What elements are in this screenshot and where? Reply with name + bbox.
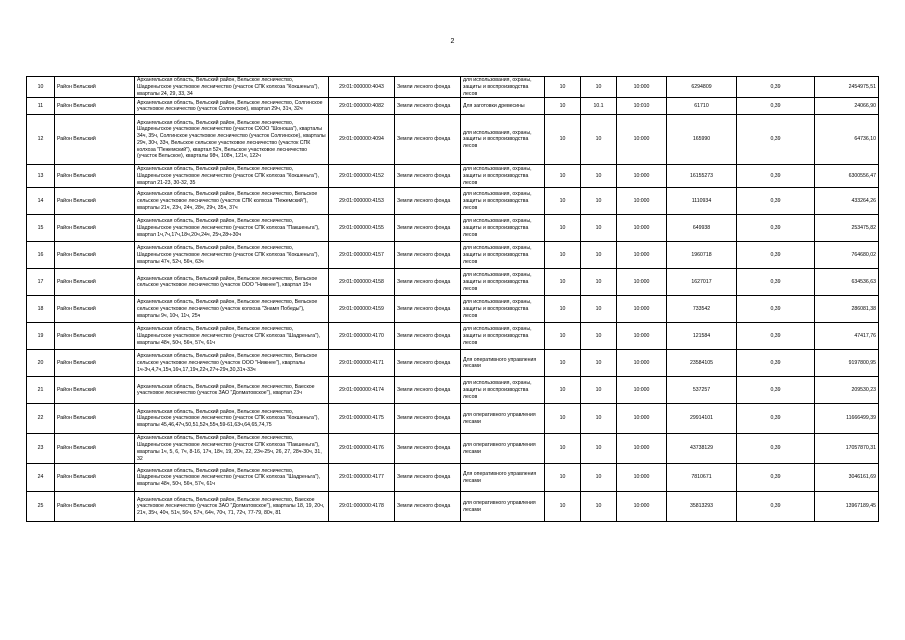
cadastral-value-cell: 11666499,39 — [815, 404, 879, 434]
cadastral-value-cell: 634536,63 — [815, 269, 879, 296]
code-cell: 10 — [545, 296, 581, 323]
cadastral-value-cell: 9197800,95 — [815, 350, 879, 377]
row-number: 10 — [27, 77, 55, 98]
table-row — [27, 464, 879, 492]
land-category-cell: Земли лесного фонда — [395, 269, 461, 296]
table-row — [27, 242, 879, 269]
code-cell: 10 — [545, 115, 581, 165]
cadastral-number-cell: 29:01:000000:4152 — [329, 165, 395, 188]
cadastral-value-cell: 47417,76 — [815, 323, 879, 350]
land-category-cell: Земли лесного фонда — [395, 323, 461, 350]
cadastral-number-cell: 29:01:000000:4157 — [329, 242, 395, 269]
cadastral-value-cell: 64736,10 — [815, 115, 879, 165]
code-cell: 10 — [545, 464, 581, 492]
code-cell: 10 — [545, 323, 581, 350]
land-category-cell: Земли лесного фонда — [395, 296, 461, 323]
code-cell: 10:000 — [617, 350, 667, 377]
code-cell: 10 — [581, 296, 617, 323]
code-cell: 10 — [581, 115, 617, 165]
permitted-use-cell: для использования, охраны, защиты и воспроизводства лесов — [461, 242, 545, 269]
cadastral-number-cell: 29:01:000000:4171 — [329, 350, 395, 377]
code-cell: 10 — [545, 269, 581, 296]
district-cell: Район Вельский — [55, 269, 135, 296]
row-number: 16 — [27, 242, 55, 269]
land-category-cell: Земли лесного фонда — [395, 350, 461, 377]
permitted-use-cell: для использования, охраны, защиты и воспроизводства лесов — [461, 323, 545, 350]
rate-cell: 0,39 — [737, 165, 815, 188]
permitted-use-cell: для использования, охраны, защиты и воспроизводства лесов — [461, 188, 545, 215]
district-cell: Район Вельский — [55, 296, 135, 323]
code-cell: 10 — [545, 188, 581, 215]
rate-cell: 0,39 — [737, 464, 815, 492]
permitted-use-cell: для использования, охраны, защиты и воспроизводства лесов — [461, 215, 545, 242]
area-cell: 35813293 — [667, 492, 737, 522]
code-cell: 10 — [581, 242, 617, 269]
land-category-cell: Земли лесного фонда — [395, 165, 461, 188]
code-cell: 10:000 — [617, 188, 667, 215]
cadastral-value-cell: 13967189,45 — [815, 492, 879, 522]
row-number: 24 — [27, 464, 55, 492]
district-cell: Район Вельский — [55, 404, 135, 434]
location-cell: Архангельская область, Вельский район, Вельское лесничество, Вельское сельское участковое лесничество (участок ООО "Нижнее"), кварталы 1ч-3ч,4,7ч,15ч,16ч,17,19ч,22ч,27ч-29ч,30,31ч-33ч — [135, 350, 329, 377]
code-cell: 10 — [581, 269, 617, 296]
code-cell: 10 — [581, 350, 617, 377]
cadastral-number-cell: 29:01:000000:4153 — [329, 188, 395, 215]
row-number: 11 — [27, 98, 55, 115]
code-cell: 10 — [581, 404, 617, 434]
permitted-use-cell: для использования, охраны, защиты и воспроизводства лесов — [461, 269, 545, 296]
table-row — [27, 188, 879, 215]
location-cell: Архангельская область, Вельский район, Вельское лесничество, Шадреньгское участковое лесничество (участок СПК колхоза "Пакшеньга"), квартал 1ч,7ч,17ч,18ч,20ч,24ч, 25ч,28ч-30ч — [135, 215, 329, 242]
cadastral-value-cell: 433264,26 — [815, 188, 879, 215]
area-cell: 61710 — [667, 98, 737, 115]
rate-cell: 0,39 — [737, 296, 815, 323]
table-row — [27, 269, 879, 296]
cadastral-number-cell: 29:01:000000:4177 — [329, 464, 395, 492]
district-cell: Район Вельский — [55, 188, 135, 215]
cadastral-number-cell: 29:01:000000:4174 — [329, 377, 395, 404]
row-number: 25 — [27, 492, 55, 522]
code-cell: 10:000 — [617, 77, 667, 98]
district-cell: Район Вельский — [55, 98, 135, 115]
row-number: 20 — [27, 350, 55, 377]
cadastral-number-cell: 29:01:000000:4082 — [329, 98, 395, 115]
district-cell: Район Вельский — [55, 350, 135, 377]
code-cell: 10 — [545, 242, 581, 269]
land-category-cell: Земли лесного фонда — [395, 434, 461, 464]
area-cell: 1627017 — [667, 269, 737, 296]
code-cell: 10:000 — [617, 242, 667, 269]
land-category-cell: Земли лесного фонда — [395, 464, 461, 492]
rate-cell: 0,39 — [737, 188, 815, 215]
code-cell: 10:000 — [617, 377, 667, 404]
cadastral-number-cell: 29:01:000000:4155 — [329, 215, 395, 242]
code-cell: 10:010 — [617, 98, 667, 115]
area-cell: 733542 — [667, 296, 737, 323]
cadastral-value-cell: 24066,90 — [815, 98, 879, 115]
rate-cell: 0,39 — [737, 269, 815, 296]
table-row — [27, 215, 879, 242]
code-cell: 10 — [545, 98, 581, 115]
location-cell: Архангельская область, Вельский район, Вельское лесничество, Солгинское участковое лесничество (участок Солгинское), квартал 29ч, 31ч, 32ч — [135, 98, 329, 115]
table-row — [27, 350, 879, 377]
area-cell: 16155273 — [667, 165, 737, 188]
cadastral-number-cell: 29:01:000000:4094 — [329, 115, 395, 165]
code-cell: 10 — [581, 215, 617, 242]
district-cell: Район Вельский — [55, 323, 135, 350]
area-cell: 29914101 — [667, 404, 737, 434]
area-cell: 165990 — [667, 115, 737, 165]
code-cell: 10:000 — [617, 269, 667, 296]
land-category-cell: Земли лесного фонда — [395, 404, 461, 434]
permitted-use-cell: Для оперативного управления лесами — [461, 464, 545, 492]
page-number: 2 — [450, 38, 455, 45]
cadastral-number-cell: 29:01:000000:4178 — [329, 492, 395, 522]
area-cell: 6294809 — [667, 77, 737, 98]
row-number: 15 — [27, 215, 55, 242]
permitted-use-cell: для использования, охраны, защиты и воспроизводства лесов — [461, 377, 545, 404]
area-cell: 649938 — [667, 215, 737, 242]
area-cell: 1110934 — [667, 188, 737, 215]
code-cell: 10 — [581, 323, 617, 350]
rate-cell: 0,39 — [737, 434, 815, 464]
table-row — [27, 77, 879, 98]
code-cell: 10 — [545, 165, 581, 188]
cadastral-value-cell: 764680,02 — [815, 242, 879, 269]
location-cell: Архангельская область, Вельский район, Вельское лесничество, Шадреньгское участковое лесничество (участок СХОО "Шоноша"), кварталы 34ч, 35ч, Солгинское участковое лесничество (участок Солгинское), кварталы 29ч, 30ч, 33ч, Вельское сельское участковое лесничество (участок СПК колхоза "Пежемский"), квартал 52ч, Вельское участковое лесничество (участок Вельское), кварталы 98ч, 108ч, 121ч, 122ч — [135, 115, 329, 165]
permitted-use-cell: для использования, охраны, защиты и воспроизводства лесов — [461, 77, 545, 98]
location-cell: Архангельская область, Вельский район, Вельское лесничество, Шадреньгское участковое лесничество (участок СПК колхоза "Шадреньга"), кварталы 48ч, 50ч, 56ч, 57ч, 61ч — [135, 464, 329, 492]
table-row — [27, 492, 879, 522]
rate-cell: 0,39 — [737, 350, 815, 377]
location-cell: Архангельская область, Вельский район, Вельское лесничество, Шадреньгское участковое лесничество (участок СПК колхоза "Пакшеньга"), кварталы 1ч, 5, 6, 7ч, 8-16, 17ч, 18ч, 19, 20ч, 22, 23ч-25ч, 26, 27, 28ч-30ч, 31, 32 — [135, 434, 329, 464]
code-cell: 10:000 — [617, 404, 667, 434]
row-number: 23 — [27, 434, 55, 464]
cadastral-value-cell: 253475,82 — [815, 215, 879, 242]
code-cell: 10 — [545, 404, 581, 434]
district-cell: Район Вельский — [55, 77, 135, 98]
rate-cell: 0,39 — [737, 404, 815, 434]
row-number: 12 — [27, 115, 55, 165]
area-cell: 537257 — [667, 377, 737, 404]
table-row — [27, 115, 879, 165]
rate-cell: 0,39 — [737, 115, 815, 165]
cadastral-number-cell: 29:01:000000:4043 — [329, 77, 395, 98]
code-cell: 10:000 — [617, 492, 667, 522]
location-cell: Архангельская область, Вельский район, Вельское лесничество, Вельское сельское участковое лесничество (участок ООО "Нижнее"), квартал 15ч — [135, 269, 329, 296]
code-cell: 10 — [545, 77, 581, 98]
permitted-use-cell: Для заготовки древесины — [461, 98, 545, 115]
row-number: 19 — [27, 323, 55, 350]
code-cell: 10 — [545, 492, 581, 522]
district-cell: Район Вельский — [55, 377, 135, 404]
location-cell: Архангельская область, Вельский район, Вельское лесничество, Ваеское участковое лесничество (участок ЗАО "Долматовское"), квартал 23ч — [135, 377, 329, 404]
rate-cell: 0,39 — [737, 377, 815, 404]
land-category-cell: Земли лесного фонда — [395, 115, 461, 165]
cadastral-value-cell: 286081,38 — [815, 296, 879, 323]
cadastral-value-cell: 3046161,69 — [815, 464, 879, 492]
table-row — [27, 434, 879, 464]
land-category-cell: Земли лесного фонда — [395, 98, 461, 115]
code-cell: 10:000 — [617, 165, 667, 188]
code-cell: 10 — [581, 434, 617, 464]
district-cell: Район Вельский — [55, 115, 135, 165]
cadastral-value-cell: 17057870,31 — [815, 434, 879, 464]
cadastral-number-cell: 29:01:000000:4158 — [329, 269, 395, 296]
table-row — [27, 404, 879, 434]
district-cell: Район Вельский — [55, 242, 135, 269]
code-cell: 10 — [581, 188, 617, 215]
permitted-use-cell: для оперативного управления лесами — [461, 404, 545, 434]
land-registry-table — [26, 76, 879, 522]
area-cell: 43738129 — [667, 434, 737, 464]
rate-cell: 0,39 — [737, 242, 815, 269]
row-number: 22 — [27, 404, 55, 434]
location-cell: Архангельская область, Вельский район, Вельское лесничество, Шадреньгское участковое лесничество (участок СПК колхоза "Кокшеньга"), кварталы 24, 29, 33, 34 — [135, 77, 329, 98]
land-category-cell: Земли лесного фонда — [395, 377, 461, 404]
rate-cell: 0,39 — [737, 492, 815, 522]
code-cell: 10:000 — [617, 434, 667, 464]
location-cell: Архангельская область, Вельский район, Вельское лесничество, Шадреньгское участковое лесничество (участок СПК колхоза "Шадреньга"), кварталы 48ч, 50ч, 56ч, 57ч, 61ч — [135, 323, 329, 350]
table-row — [27, 323, 879, 350]
code-cell: 10.1 — [581, 98, 617, 115]
area-cell: 121584 — [667, 323, 737, 350]
row-number: 14 — [27, 188, 55, 215]
code-cell: 10:000 — [617, 115, 667, 165]
cadastral-value-cell: 2454975,51 — [815, 77, 879, 98]
location-cell: Архангельская область, Вельский район, Вельское лесничество, Вельское сельское участковое лесничество (участок СПК колхоза "Пежемский"), кварталы 21ч, 23ч, 24ч, 28ч, 29ч, 35ч, 37ч — [135, 188, 329, 215]
permitted-use-cell: для оперативного управления лесами — [461, 434, 545, 464]
area-cell: 23584105 — [667, 350, 737, 377]
rate-cell: 0,39 — [737, 77, 815, 98]
rate-cell: 0,39 — [737, 323, 815, 350]
permitted-use-cell: для использования, охраны, защиты и воспроизводства лесов — [461, 296, 545, 323]
code-cell: 10 — [581, 77, 617, 98]
land-category-cell: Земли лесного фонда — [395, 492, 461, 522]
cadastral-number-cell: 29:01:000000:4159 — [329, 296, 395, 323]
permitted-use-cell: для использования, охраны, защиты и воспроизводства лесов — [461, 115, 545, 165]
code-cell: 10 — [581, 165, 617, 188]
code-cell: 10 — [545, 434, 581, 464]
row-number: 21 — [27, 377, 55, 404]
row-number: 18 — [27, 296, 55, 323]
location-cell: Архангельская область, Вельский район, Вельское лесничество, Шадреньгское участковое лесничество (участок СПК колхоза "Кокшеньга"), квартал 21-23, 30-32, 35 — [135, 165, 329, 188]
permitted-use-cell: Для оперативного управления лесами — [461, 350, 545, 377]
table-row — [27, 98, 879, 115]
area-cell: 1960718 — [667, 242, 737, 269]
cadastral-number-cell: 29:01:000000:4175 — [329, 404, 395, 434]
code-cell: 10 — [581, 377, 617, 404]
location-cell: Архангельская область, Вельский район, Вельское лесничество, Шадреньгское участковое лесничество (участок СПК колхоза "Кокшеньга"), кварталы 47ч, 52ч, 56ч, 63ч — [135, 242, 329, 269]
code-cell: 10 — [545, 377, 581, 404]
district-cell: Район Вельский — [55, 165, 135, 188]
code-cell: 10:000 — [617, 464, 667, 492]
code-cell: 10 — [581, 492, 617, 522]
district-cell: Район Вельский — [55, 464, 135, 492]
code-cell: 10 — [581, 464, 617, 492]
land-category-cell: Земли лесного фонда — [395, 242, 461, 269]
cadastral-value-cell: 6300556,47 — [815, 165, 879, 188]
code-cell: 10:000 — [617, 296, 667, 323]
permitted-use-cell: для оперативного управления лесами — [461, 492, 545, 522]
table-row — [27, 377, 879, 404]
cadastral-number-cell: 29:01:000000:4176 — [329, 434, 395, 464]
area-cell: 7810671 — [667, 464, 737, 492]
cadastral-value-cell: 209530,23 — [815, 377, 879, 404]
code-cell: 10:000 — [617, 323, 667, 350]
rate-cell: 0,39 — [737, 98, 815, 115]
land-category-cell: Земли лесного фонда — [395, 215, 461, 242]
code-cell: 10 — [545, 215, 581, 242]
table-row — [27, 296, 879, 323]
district-cell: Район Вельский — [55, 492, 135, 522]
code-cell: 10:000 — [617, 215, 667, 242]
row-number: 13 — [27, 165, 55, 188]
land-category-cell: Земли лесного фонда — [395, 188, 461, 215]
district-cell: Район Вельский — [55, 215, 135, 242]
table-row — [27, 165, 879, 188]
location-cell: Архангельская область, Вельский район, Вельское лесничество, Вельское сельское участковое лесничество (участок колхоза "Знамя Победы"), кварталы 9ч, 10ч, 11ч, 25ч — [135, 296, 329, 323]
location-cell: Архангельская область, Вельский район, Вельское лесничество, Ваеское участковое лесничество (участок ЗАО "Долматовское"), кварталы 18, 19, 20ч, 21ч, 35ч, 40ч, 51ч, 56ч, 57ч, 64ч, 70ч, 71, 72ч, 77-79, 80ч, 81 — [135, 492, 329, 522]
code-cell: 10 — [545, 350, 581, 377]
location-cell: Архангельская область, Вельский район, Вельское лесничество, Шадреньгское участковое лесничество (участок СПК колхоза "Кокшеньга"), кварталы 45,46,47ч,50,51,52ч,55ч,59-61,63ч,64,65,74,75 — [135, 404, 329, 434]
row-number: 17 — [27, 269, 55, 296]
district-cell: Район Вельский — [55, 434, 135, 464]
permitted-use-cell: для использования, охраны, защиты и воспроизводства лесов — [461, 165, 545, 188]
rate-cell: 0,39 — [737, 215, 815, 242]
land-category-cell: Земли лесного фонда — [395, 77, 461, 98]
cadastral-number-cell: 29:01:000000:4170 — [329, 323, 395, 350]
